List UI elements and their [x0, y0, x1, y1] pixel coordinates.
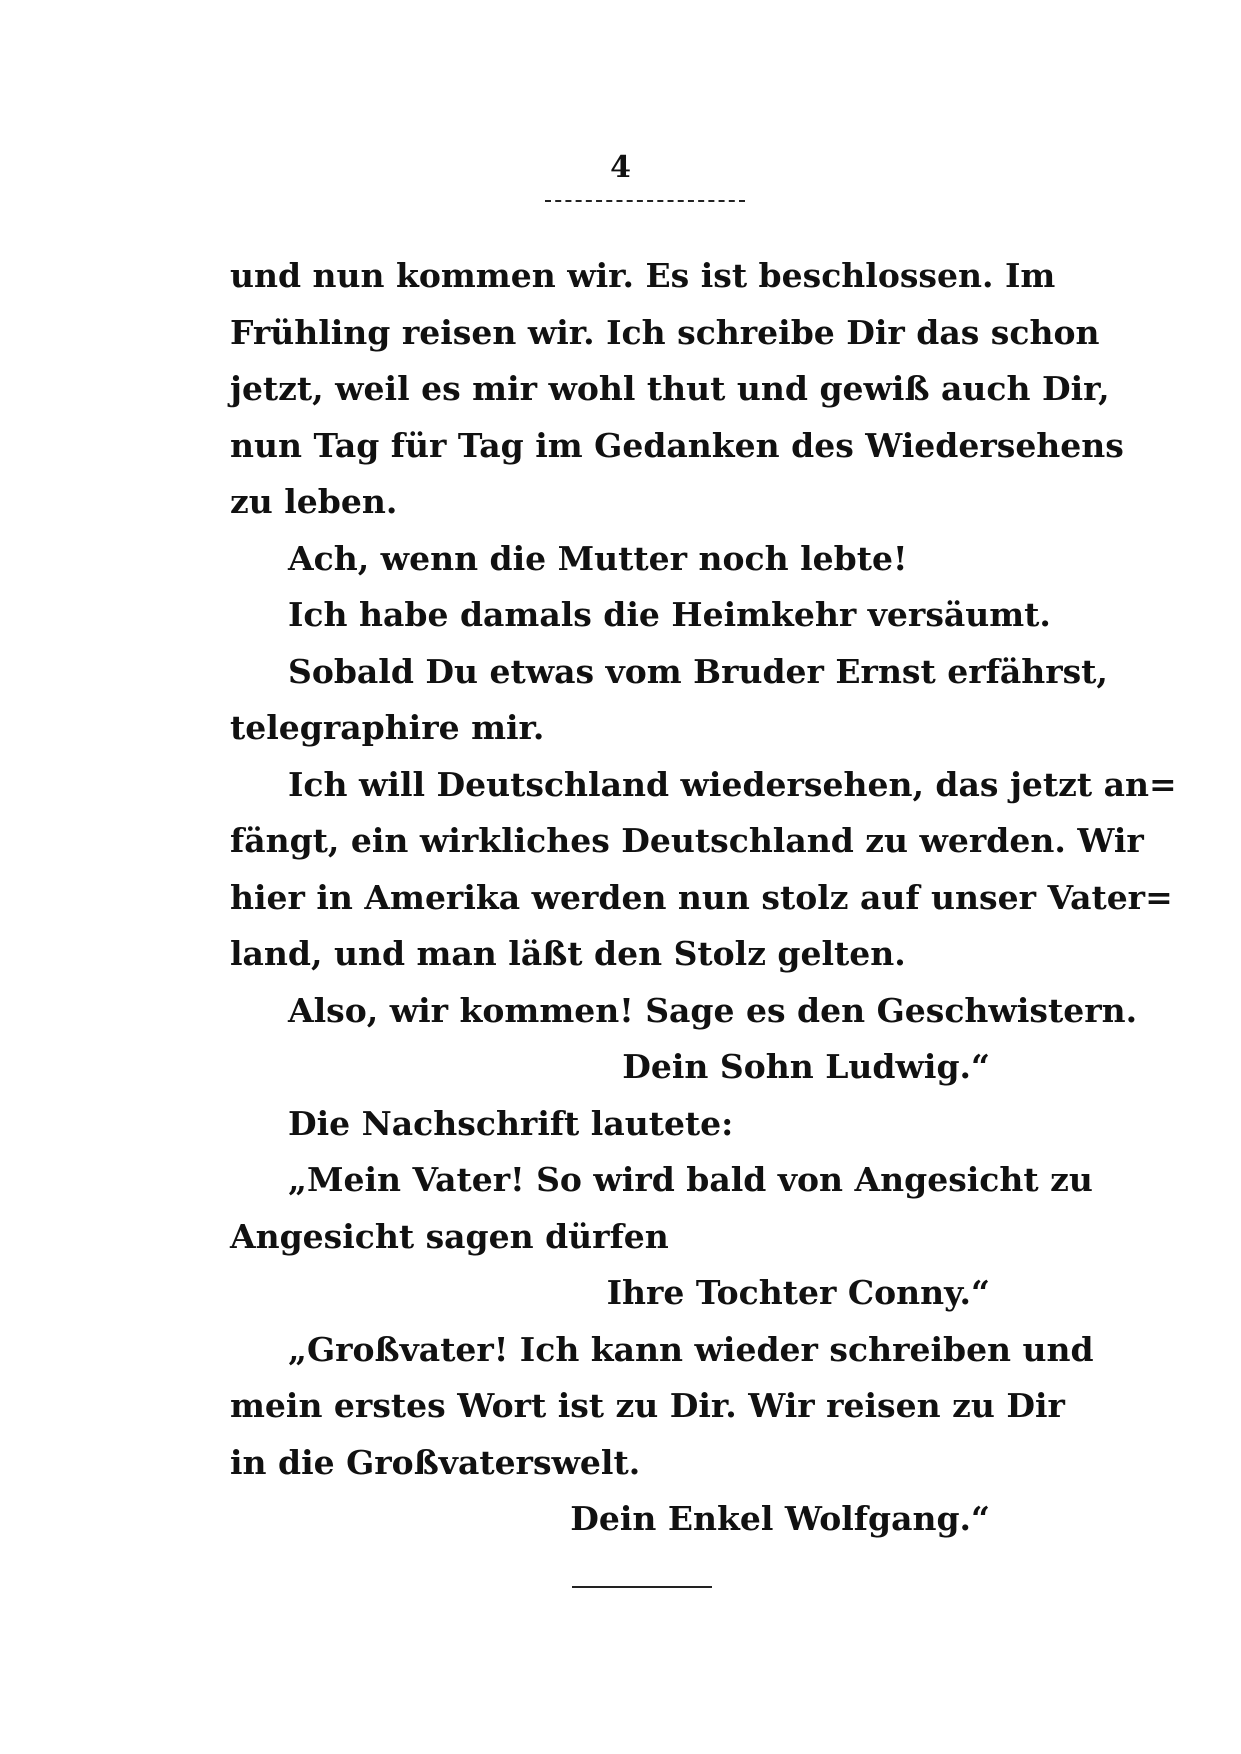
text-line: hier in Amerika werden nun stolz auf unser Vater= — [230, 877, 1173, 917]
text-line: zu leben. — [230, 482, 398, 521]
signature-line: Dein Enkel Wolfgang.“ — [570, 1499, 990, 1538]
text-line: „Mein Vater! So wird bald von Angesicht zu — [288, 1160, 1093, 1199]
text-line: fängt, ein wirkliches Deutschland zu werden. Wir — [230, 821, 1144, 860]
text-line: „Großvater! Ich kann wieder schreiben und — [288, 1329, 1094, 1369]
text-line: Ich will Deutschland wiedersehen, das jetzt an= — [288, 764, 1177, 804]
text-line: telegraphire mir. — [230, 708, 545, 747]
text-line: in die Großvaterswelt. — [230, 1442, 641, 1482]
text-line: Ach, wenn die Mutter noch lebte! — [288, 538, 908, 578]
signature-line: Ihre Tochter Conny.“ — [606, 1273, 990, 1312]
text-line: Frühling reisen wir. Ich schreibe Dir das schon — [230, 312, 1100, 352]
text-line: nun Tag für Tag im Gedanken des Wiedersehens — [230, 425, 1124, 465]
text-line: jetzt, weil es mir wohl thut und gewiß auch Dir, — [230, 369, 1110, 408]
page-number: 4 — [610, 150, 631, 185]
text-line: Sobald Du etwas vom Bruder Ernst erfährst, — [288, 651, 1108, 691]
text-line: mein erstes Wort ist zu Dir. Wir reisen zu Dir — [230, 1386, 1065, 1425]
signature-line: Dein Sohn Ludwig.“ — [622, 1047, 990, 1086]
text-line: Ich habe damals die Heimkehr versäumt. — [288, 595, 1051, 634]
text-line: Die Nachschrift lautete: — [288, 1103, 734, 1143]
text-line: land, und man läßt den Stolz gelten. — [230, 934, 906, 973]
end-divider — [572, 1586, 712, 1588]
text-line: Also, wir kommen! Sage es den Geschwistern. — [288, 990, 1138, 1030]
text-line: Angesicht sagen dürfen — [230, 1216, 669, 1256]
header-divider — [545, 200, 745, 202]
text-line: und nun kommen wir. Es ist beschlossen. Im — [230, 256, 1056, 295]
body-text — [230, 248, 1177, 1548]
